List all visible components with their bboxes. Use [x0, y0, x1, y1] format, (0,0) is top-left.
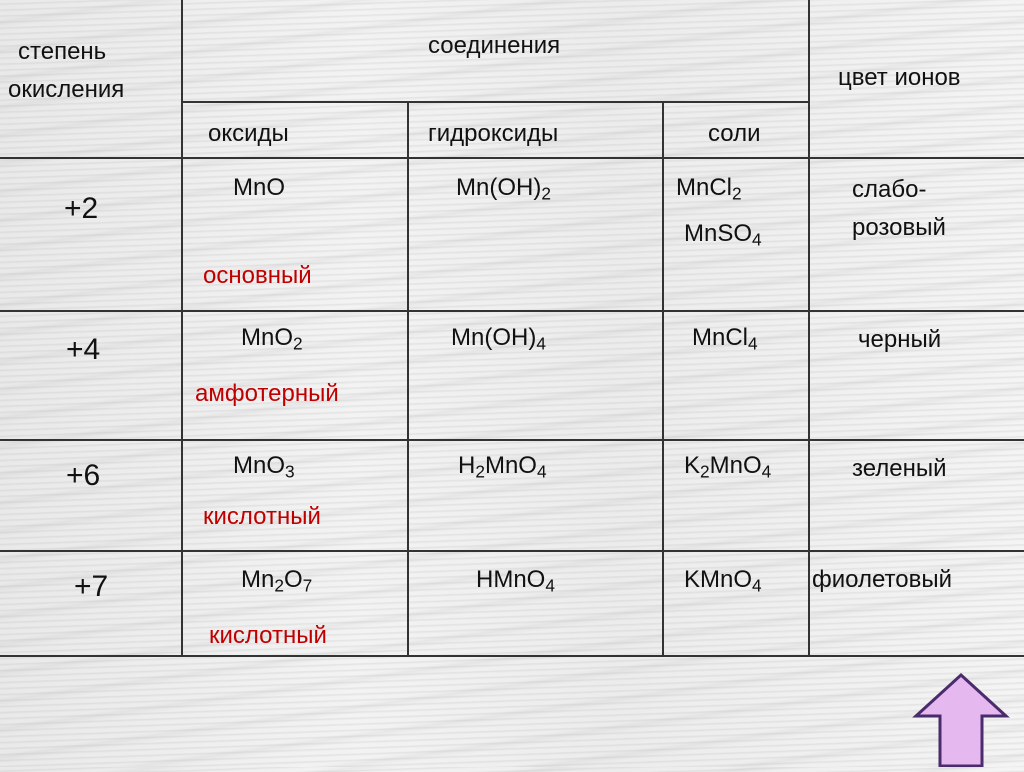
table-hline-row-3: [0, 550, 1024, 552]
row-4-oxide-type: кислотный: [209, 622, 327, 649]
table-hline-bottom: [0, 655, 1024, 657]
row-1-oxide-type: основный: [203, 262, 312, 289]
up-arrow-icon[interactable]: [912, 672, 1010, 767]
row-3-oxide-type: кислотный: [203, 503, 321, 530]
row-1-hydroxide: $Mn(OH)_2$: [456, 174, 551, 204]
header-hydroxides: гидроксиды: [428, 120, 559, 147]
header-salts: соли: [708, 120, 761, 147]
row-3-ox-state: +6: [66, 459, 101, 492]
header-ion-color: цвет ионов: [838, 64, 961, 91]
row-1-salt-2: MnSO$_4$: [684, 220, 762, 250]
table-hline-row-1: [0, 310, 1024, 312]
table-vline-2: [407, 102, 409, 657]
header-ox-state-line2: окисления: [8, 76, 125, 103]
table-hline-sub-header: [181, 101, 810, 103]
row-3-salt-1: $K_2MnO_4$: [684, 452, 772, 482]
row-1-ox-state: +2: [64, 192, 99, 225]
row-4-oxide: $Mn_2O_7$: [241, 566, 313, 596]
row-2-oxide-type: амфотерный: [195, 380, 339, 407]
up-arrow-shape: [912, 672, 1010, 767]
table-hline-row-2: [0, 439, 1024, 441]
row-4-ion-color: фиолетовый: [812, 566, 953, 593]
row-4-hydroxide: HMnO$_4$: [476, 566, 555, 596]
row-1-oxide: MnO: [233, 174, 286, 201]
row-4-ox-state: +7: [74, 570, 109, 603]
table-hline-header: [0, 157, 1024, 159]
row-1-salt-1: MnCl$_2$: [676, 174, 742, 204]
row-1-ion-color-line1: слабо-: [852, 176, 927, 203]
table-vline-1: [181, 0, 183, 657]
row-3-oxide: MnO$_3$: [233, 452, 295, 482]
row-2-oxide: MnO$_2$: [241, 324, 303, 354]
row-2-salt-1: MnCl$_4$: [692, 324, 758, 354]
row-1-ion-color-line2: розовый: [852, 214, 946, 241]
row-2-hydroxide: $Mn(OH)_4$: [451, 324, 546, 354]
header-oxides: оксиды: [208, 120, 289, 147]
table-vline-4: [808, 0, 810, 657]
row-3-hydroxide: $H_2MnO_4$: [458, 452, 547, 482]
header-ox-state-line1: степень: [18, 38, 107, 65]
row-2-ion-color: черный: [858, 326, 942, 353]
row-3-ion-color: зеленый: [852, 455, 947, 482]
header-compounds: соединения: [428, 32, 561, 59]
row-2-ox-state: +4: [66, 333, 101, 366]
row-4-salt-1: KMnO$_4$: [684, 566, 762, 596]
table-vline-3: [662, 102, 664, 657]
